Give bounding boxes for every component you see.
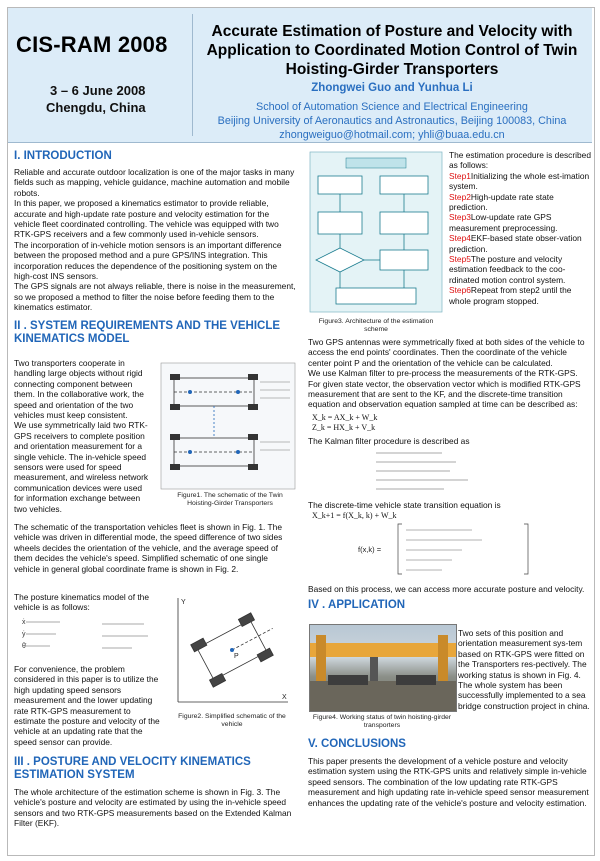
affiliation bbox=[192, 100, 592, 142]
sysreq-para-3: The schematic of the transportation vehicles fleet is shown in Fig. 1. The vehicle was driven in differential mode, the speed difference of two sides wheels decides the orientation of the vehicle, and the average speed of them decides the vehicle's speed. Simplified schematic of one single vehicle in general global coordinate frame is shown in Fig. 2. bbox=[14, 522, 283, 574]
intro-para-2: In this paper, we proposed a kinematics estimator to provide reliable, accurate and high-update rate posture and velocity estimation for the vehicle fleet coordinated controlling. The vehicle was equipped with two RTK-GPS receivers and a few commonly used in-vehicle sensors. bbox=[14, 198, 279, 240]
figure-3-caption: Figure3. Architecture of the estimation scheme bbox=[318, 318, 434, 333]
procedure-step bbox=[449, 254, 591, 285]
transition-equation: X_k = AX_k + W_k bbox=[312, 413, 378, 422]
title-line-3: Hoisting-Girder Transporters bbox=[285, 61, 499, 78]
state-transition-text bbox=[308, 500, 592, 510]
paper-title bbox=[192, 22, 592, 79]
left-column bbox=[14, 150, 296, 346]
procedure-list bbox=[449, 150, 591, 306]
intro-para-3: The incorporation of in-vehicle motion sensors is an important difference between the proposed method and a pure GPS/INS integration. This incorporation reduces the dependence of the positioning system on the high-cost INS sensors. bbox=[14, 239, 282, 282]
kalman-section bbox=[308, 337, 592, 410]
figure-2-vehicle bbox=[168, 592, 294, 710]
conference-name: CIS-RAM 2008 bbox=[16, 32, 168, 57]
sysreq-text-end bbox=[14, 664, 164, 747]
kalman-para-4: The discrete-time vehicle state transition equation is bbox=[308, 500, 501, 510]
figure-4-photo bbox=[309, 624, 457, 712]
conference-location: Chengdu, China bbox=[46, 100, 146, 115]
process-conclusion-text bbox=[308, 584, 592, 612]
step-label: Step1 bbox=[449, 170, 471, 181]
title-line-1: Accurate Estimation of Posture and Velocity with bbox=[211, 23, 573, 40]
arch-heading: III . POSTURE AND VELOCITY KINEMATICS ESTIMATION SYSTEM bbox=[14, 756, 251, 781]
affiliation-university: Beijing University of Aeronautics and Astronautics, Beijing 100083, China bbox=[217, 115, 567, 127]
figure-1-schematic bbox=[160, 362, 296, 490]
figure-3-architecture bbox=[306, 148, 446, 316]
procedure-step bbox=[449, 212, 591, 233]
procedure-intro: The estimation procedure is described as follows: bbox=[449, 150, 591, 171]
step-text: Low-update rate GPS measurement preprocessing. bbox=[449, 212, 558, 233]
state-equations bbox=[312, 413, 377, 433]
sysreq-para-2: We use symmetrically laid two RTK-GPS receivers to complete position and orientation measurement for a single vehicle. The in-vehicle speed sensors were used for speed measurement, and wireless network communication devices were used for information exchange between two vehicles. bbox=[14, 420, 149, 514]
kalman-para-1: Two GPS antennas were symmetrically fixed at both sides of the vehicle to access the end points' coordinates. Then the coordinate of the vehicle center point P and the orientation of the vehicle can be calculated. bbox=[308, 337, 585, 368]
step-text: EKF-based state obser-vation prediction. bbox=[449, 233, 582, 254]
procedure-step bbox=[449, 192, 591, 213]
sysreq-text-top bbox=[14, 358, 152, 514]
svg-text:P: P bbox=[234, 653, 239, 660]
intro-para-4: The GPS signals are not always reliable, there is noise in the measurement, so we proposed a method to filter the noise before feeding them to the kinematics estimator. bbox=[14, 281, 296, 313]
procedure-step bbox=[449, 285, 591, 306]
step-label: Step3 bbox=[449, 212, 471, 223]
kinematics-equations bbox=[20, 614, 170, 660]
figure-1-caption: Figure1. The schematic of the Twin Hoisting-Girder Transporters bbox=[177, 492, 283, 507]
arch-section bbox=[14, 756, 296, 829]
poster-header bbox=[8, 8, 592, 143]
svg-text:f(x,k) =: f(x,k) = bbox=[358, 545, 382, 554]
application-para-1: Two sets of this position and orientation measurement sys-tem based on RTK-GPS were fitted on the Transporters res-pectively. The working status is shown in Fig. 4. bbox=[458, 628, 587, 680]
application-heading: IV . APPLICATION bbox=[308, 599, 406, 612]
svg-text:X: X bbox=[282, 694, 287, 701]
step-label: Step5 bbox=[449, 254, 471, 265]
conference-dates: 3 – 6 June 2008 bbox=[50, 83, 146, 98]
step-text: Repeat from step2 until the whole program stopped. bbox=[449, 285, 572, 306]
sysreq-text-bottom bbox=[14, 592, 154, 613]
title-line-2: Application to Coordinated Motion Control of Twin bbox=[206, 42, 578, 59]
kalman-para-2: We use Kalman filter to pre-process the measurements of the RTK-GPS. For given state vector, the observation vector which is modified RTK-GPS measurement that are sent to the KF, and the discrete-time transition equation and observation equation sampled at time can be described as: bbox=[308, 368, 581, 410]
sysreq-para-5: For convenience, the problem considered in this paper is to utilize the high updating speed sensors measurement and the lower updating rate RTK-GPS measurement to estimate the posture and velocity of the vehicle at an updating rate that the speed sensor can provide. bbox=[14, 664, 160, 747]
intro-para-1: Reliable and accurate outdoor localization is one of the major tasks in many fields such as mapping, vehicle guidance, machine automation and mobile robots. bbox=[14, 167, 295, 198]
intro-heading: I. INTRODUCTION bbox=[14, 150, 112, 162]
conclusions-section bbox=[308, 738, 592, 808]
procedure-step bbox=[449, 171, 591, 192]
kalman-para-5: Based on this process, we can access more accurate posture and velocity. bbox=[308, 584, 585, 594]
figure-2-caption: Figure2. Simplified schematic of the vehicle bbox=[178, 713, 286, 728]
application-text bbox=[458, 628, 592, 711]
kalman-para-3: The Kalman filter procedure is described as bbox=[308, 436, 470, 446]
application-para-2: The whole system has been successfully implemented to a sea bridge construction project in china. bbox=[458, 680, 590, 711]
arch-para-1: The whole architecture of the estimation scheme is shown in Fig. 3. The vehicle's posture and velocity are estimated by using the in-vehicle speed sensors and two RTK-GPS measurements based on the Extended Kalman Filter (EKF). bbox=[14, 787, 292, 829]
svg-text:ẋ: ẋ bbox=[22, 619, 26, 626]
sysreq-text-mid bbox=[14, 522, 296, 574]
procedure-step bbox=[449, 233, 591, 254]
sysreq-para-4: The posture kinematics model of the vehicle is as follows: bbox=[14, 592, 149, 613]
step-text: High-update rate state prediction. bbox=[449, 191, 554, 213]
observation-equation: Z_k = HX_k + V_k bbox=[312, 423, 376, 432]
kalman-procedure bbox=[308, 436, 592, 446]
svg-text:Y: Y bbox=[181, 599, 186, 606]
author-emails[interactable]: zhongweiguo@hotmail.com; yhli@buaa.edu.cn bbox=[279, 129, 505, 141]
kalman-filter-equations bbox=[372, 448, 482, 498]
authors: Zhongwei Guo and Yunhua Li bbox=[311, 82, 473, 94]
step-label: Step4 bbox=[449, 233, 471, 244]
affiliation-school: School of Automation Science and Electrical Engineering bbox=[256, 101, 528, 113]
step-label: Step6 bbox=[449, 285, 471, 296]
nonlinear-transition-equation: X_k+1 = f(X_k, k) + W_k bbox=[312, 511, 397, 520]
step-text: Initializing the whole est-imation system. bbox=[449, 170, 590, 192]
svg-text:ẏ: ẏ bbox=[22, 631, 26, 638]
svg-text:θ̇: θ̇ bbox=[22, 643, 26, 650]
conclusions-heading: V. CONCLUSIONS bbox=[308, 738, 406, 750]
girder-transporter-illustration bbox=[310, 625, 456, 711]
step-text: The posture and velocity estimation feedback to the coo-rdinated motion control system. bbox=[449, 254, 566, 285]
figure-4-caption: Figure4. Working status of twin hoisting-girder transporters bbox=[312, 714, 452, 729]
sysreq-para-1: Two transporters cooperate in handling large objects without rigid connecting component between them. In the collaborative work, the speed and orientation of the two vehicles must keep consistent. bbox=[14, 358, 144, 421]
sysreq-heading: II . SYSTEM REQUIREMENTS AND THE VEHICLE KINEMATICS MODEL bbox=[14, 319, 281, 345]
step-label: Step2 bbox=[449, 191, 471, 202]
conclusions-para-1: This paper presents the development of a vehicle posture and velocity estimation system using the RTK-GPS units and relatively simple in-vehicle speed sensors. The combination of the low updating rate RTK-GPS measurement and high updating rate in-vehicle speed sensor measurement enhances the updating rate of the vehicle's posture and velocity estimation. bbox=[308, 756, 589, 808]
jacobian-matrix bbox=[352, 520, 532, 578]
